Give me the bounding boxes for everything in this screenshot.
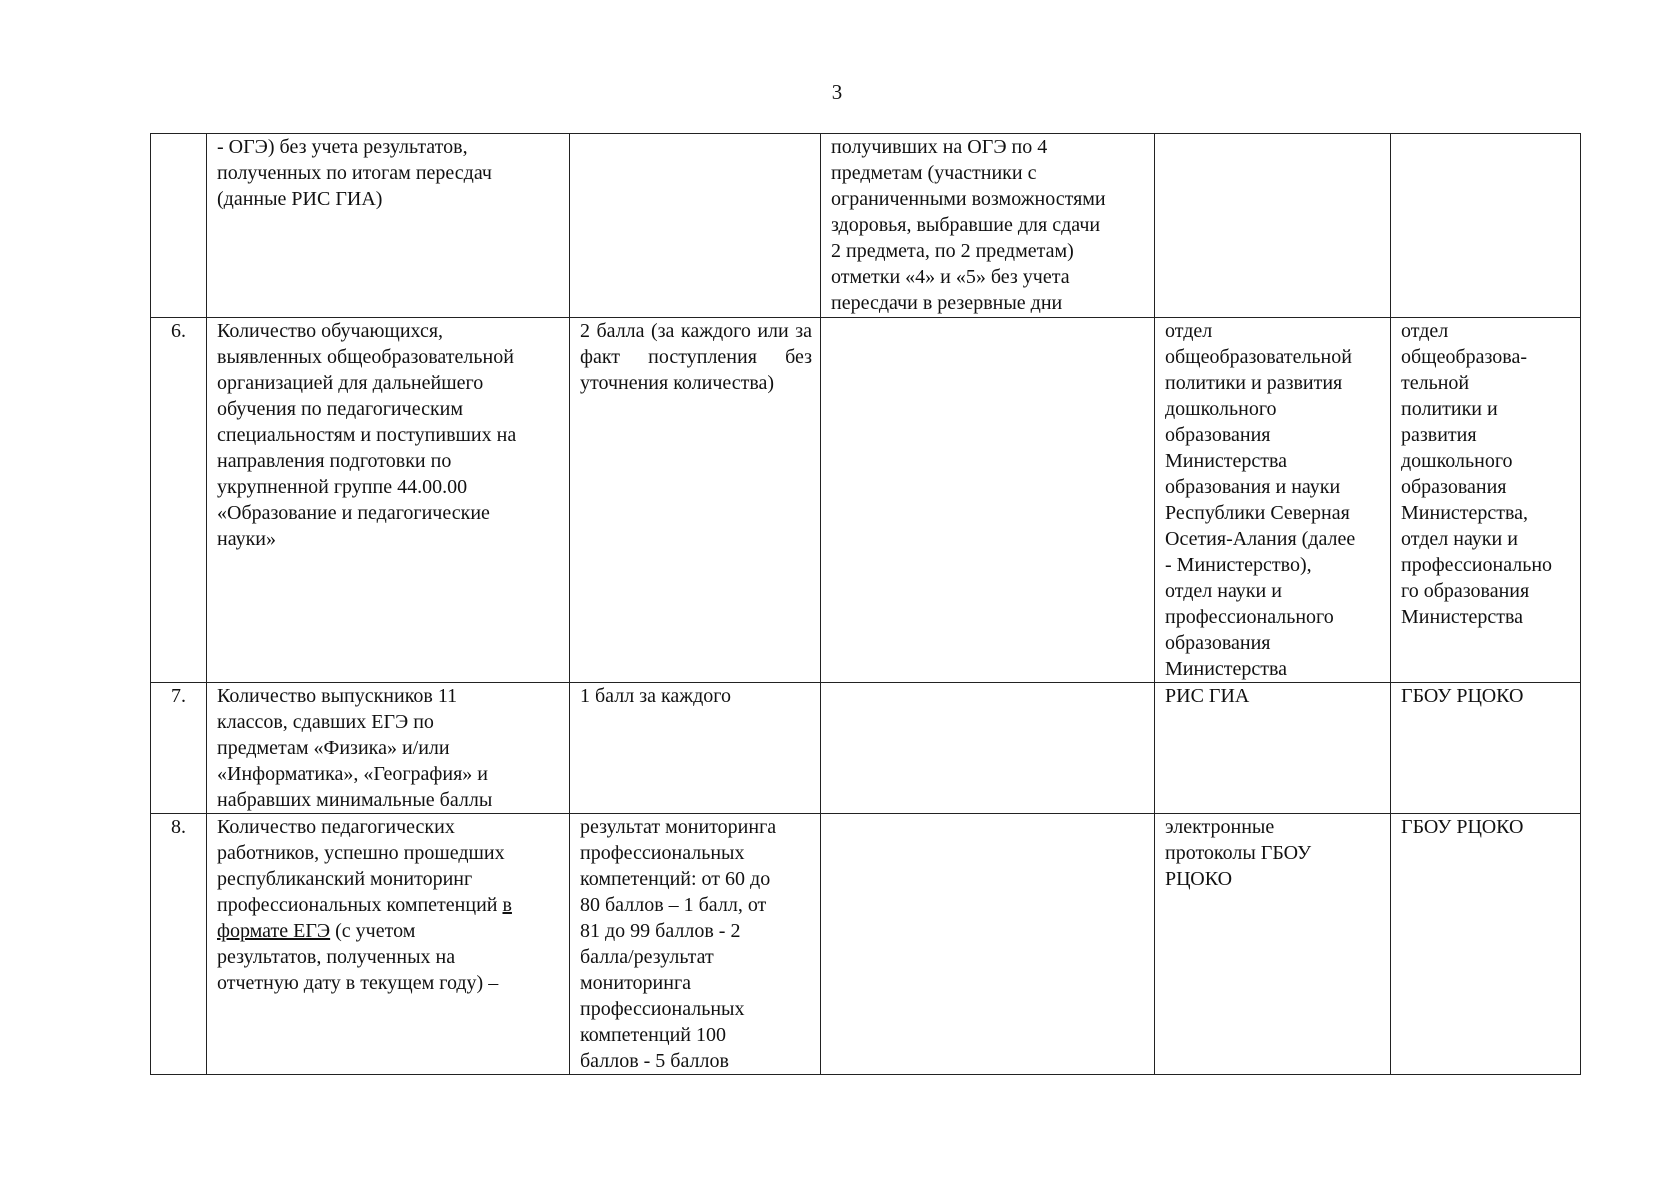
row-number-cell: 6. — [151, 318, 207, 683]
table-row — [151, 134, 1581, 318]
points-cell — [570, 134, 821, 318]
responsible-cell: ГБОУ РЦОКО — [1391, 683, 1581, 814]
indicator-cell: Количество выпускников 11 классов, сдавших ЕГЭ по предметам «Физика» и/или «Информатика», «География» и набравших минимальные баллы — [207, 683, 570, 814]
row-number-cell — [151, 134, 207, 318]
table-row — [151, 318, 1581, 683]
table-row — [151, 814, 1581, 1075]
indicator-cell: - ОГЭ) без учета результатов, полученных по итогам пересдач (данные РИС ГИА) — [207, 134, 570, 318]
responsible-cell — [1391, 134, 1581, 318]
source-cell — [1155, 134, 1391, 318]
responsible-cell: ГБОУ РЦОКО — [1391, 814, 1581, 1075]
indicator-cell: Количество обучающихся, выявленных общеобразовательной организацией для дальнейшего обучения по педагогическим специальностям и поступивших на направления подготовки по укрупненной группе 44.00.00 «Образование и педагогические науки» — [207, 318, 570, 683]
indicator-underlined-text: в формате ЕГЭ — [217, 894, 512, 942]
criteria-cell — [821, 683, 1155, 814]
criteria-cell — [821, 318, 1155, 683]
responsible-cell: отдел общеобразова- тельной политики и развития дошкольного образования Министерства, отдел науки и профессионально го образования Министерства — [1391, 318, 1581, 683]
source-cell: отдел общеобразовательной политики и развития дошкольного образования Министерства образования и науки Республики Северная Осетия-Алания (далее - Министерство), отдел науки и профессионального образования Министерства — [1155, 318, 1391, 683]
source-cell: электронные протоколы ГБОУ РЦОКО — [1155, 814, 1391, 1075]
row-number-cell: 7. — [151, 683, 207, 814]
indicators-table — [150, 133, 1581, 1075]
criteria-cell — [821, 814, 1155, 1075]
points-cell: результат мониторинга профессиональных компетенций: от 60 до 80 баллов – 1 балл, от 81 до 99 баллов - 2 балла/результат мониторинга профессиональных компетенций 100 баллов - 5 баллов — [570, 814, 821, 1075]
indicator-text-continued: (с учетом результатов, полученных на отчетную дату в текущем году) – — [217, 920, 499, 994]
row-number-cell: 8. — [151, 814, 207, 1075]
table-row — [151, 683, 1581, 814]
indicator-text: Количество педагогических работников, успешно прошедших республиканский мониторинг профессиональных компетенций — [217, 816, 505, 916]
page-number: 3 — [831, 80, 843, 104]
indicator-cell — [207, 814, 570, 1075]
points-cell: 1 балл за каждого — [570, 683, 821, 814]
criteria-cell: получивших на ОГЭ по 4 предметам (участники с ограниченными возможностями здоровья, выбравшие для сдачи 2 предмета, по 2 предметам) отметки «4» и «5» без учета пересдачи в резервные дни — [821, 134, 1155, 318]
points-cell: 2 балла (за каждого или за факт поступления без уточнения количества) — [570, 318, 821, 683]
source-cell: РИС ГИА — [1155, 683, 1391, 814]
